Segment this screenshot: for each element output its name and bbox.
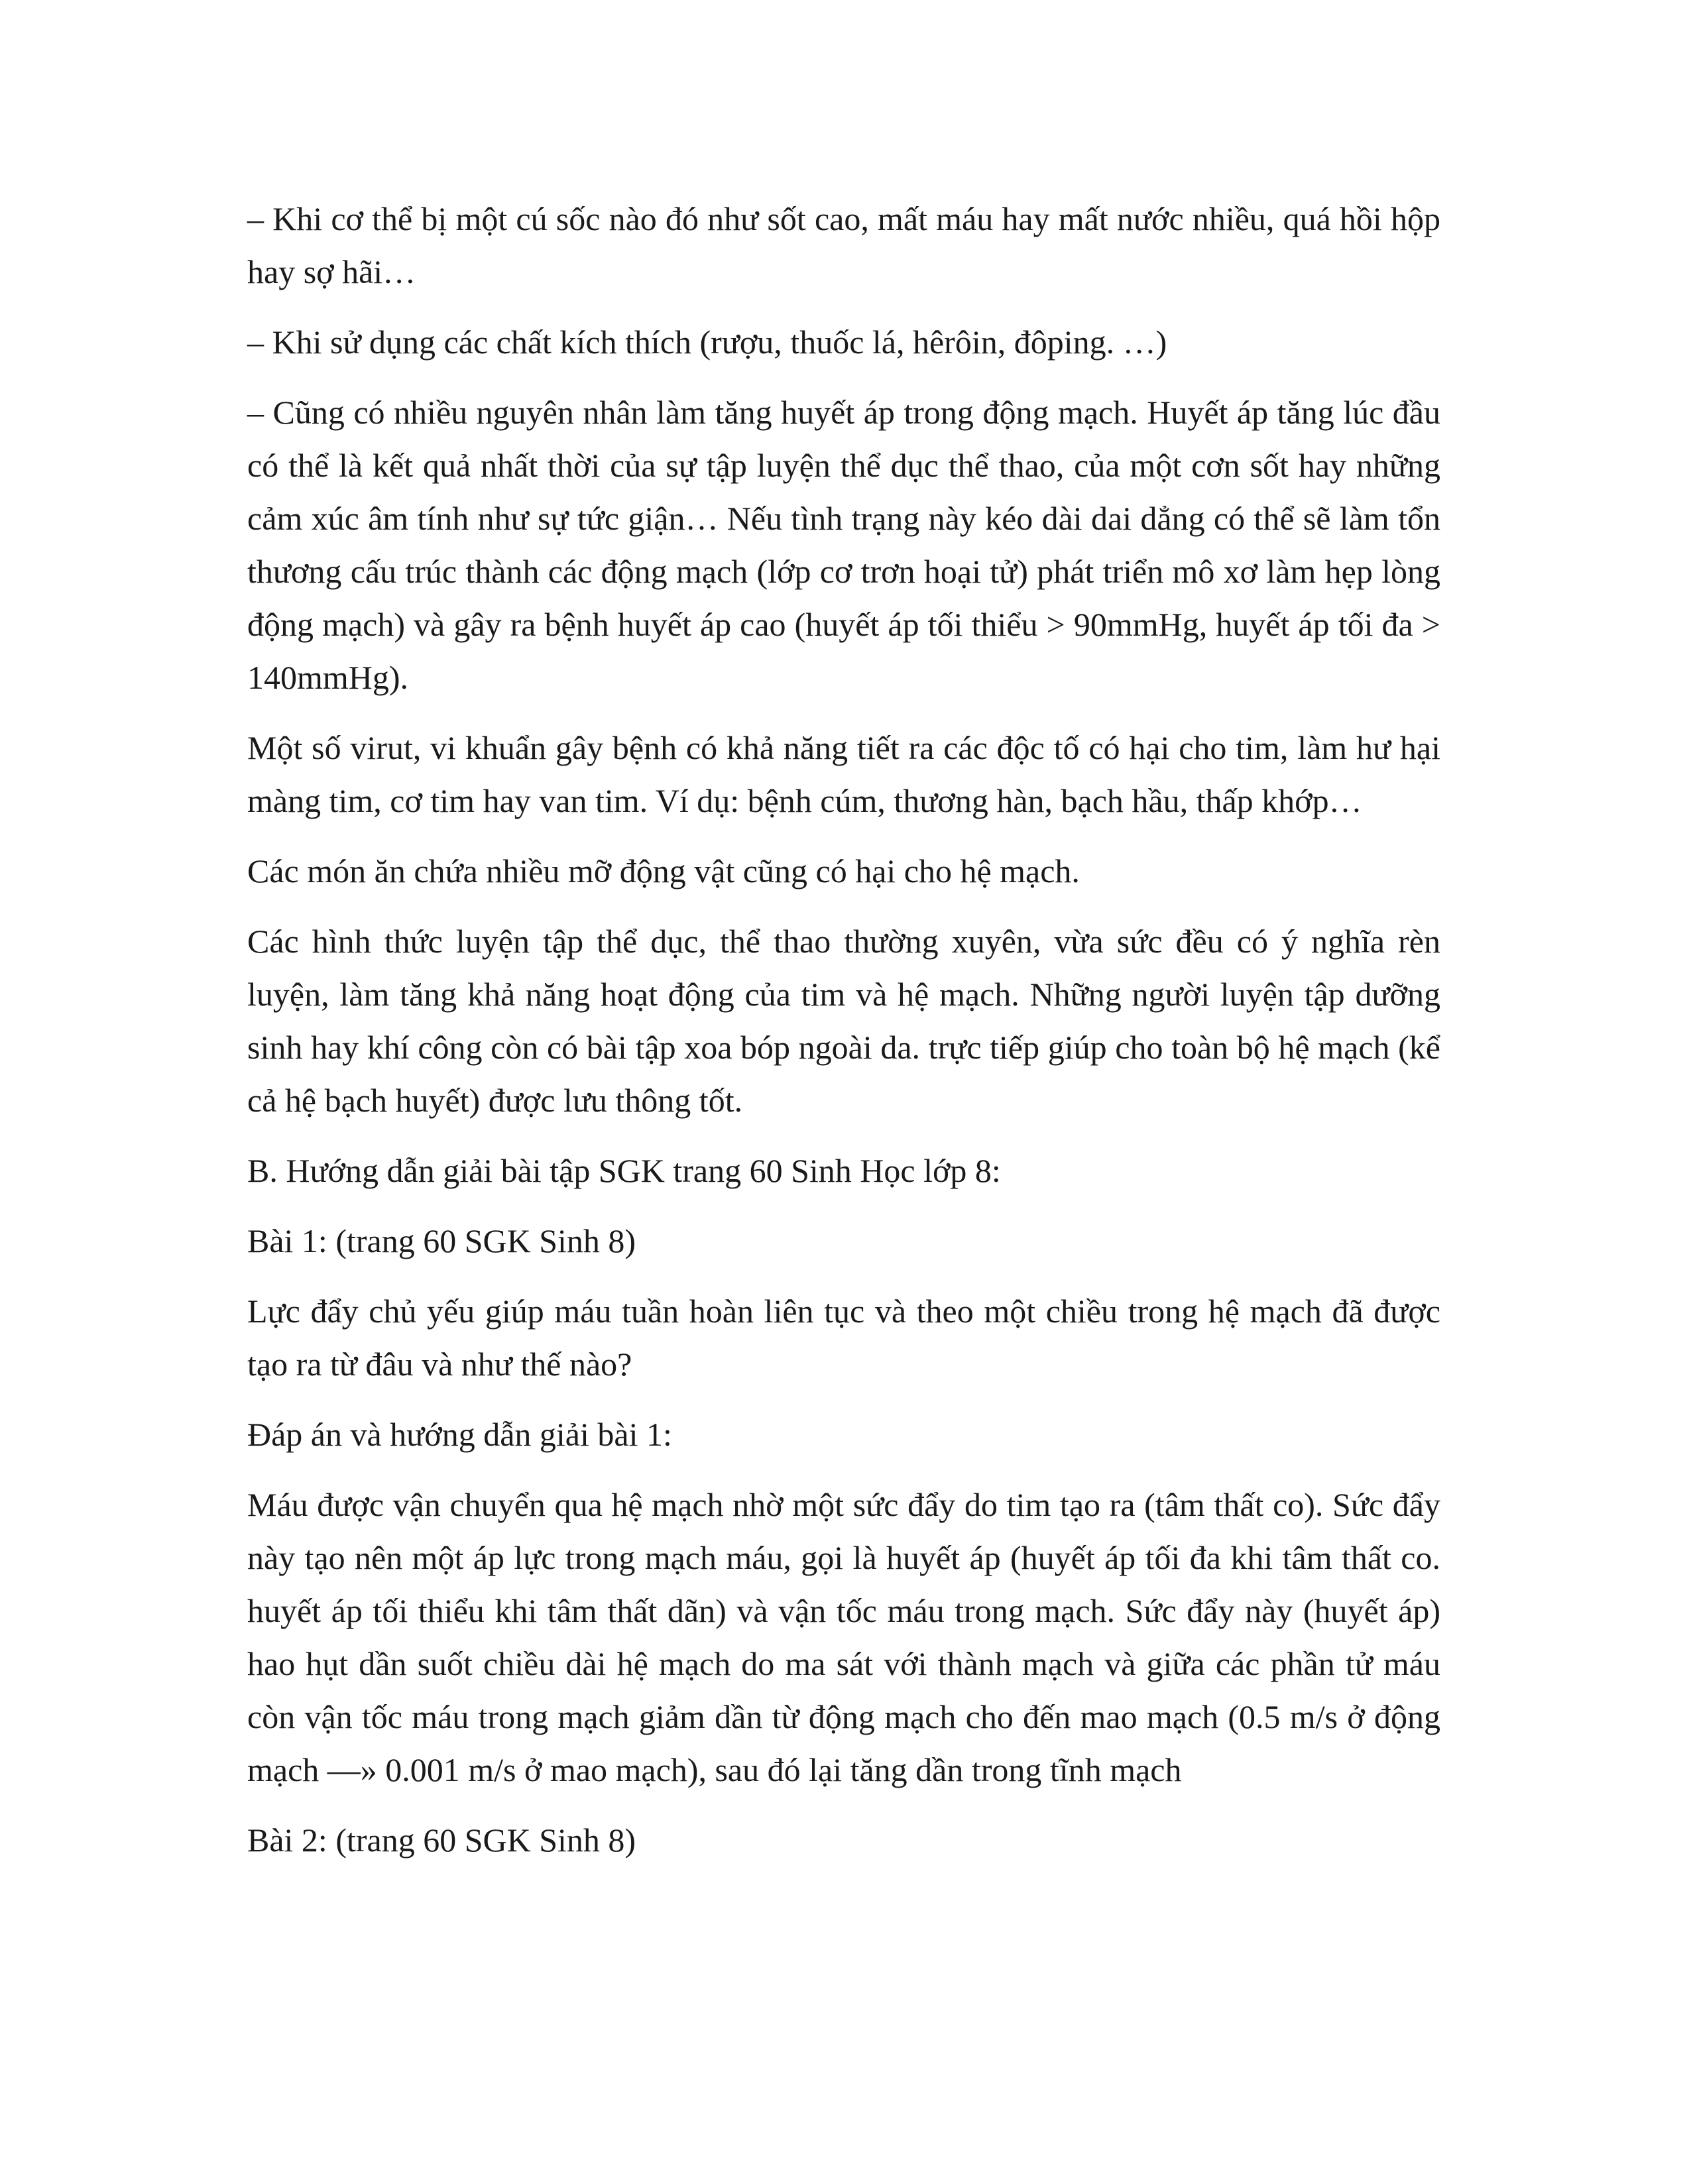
document-page <box>247 192 1440 1884</box>
paragraph-shock-causes: – Khi cơ thể bị một cú sốc nào đó như sốt cao, mất máu hay mất nước nhiều, quá hồi hộp hay sợ hãi… <box>247 200 1440 290</box>
paragraph-exercise: Các hình thức luyện tập thể dục, thể thao thường xuyên, vừa sức đều có ý nghĩa rèn luyện, làm tăng khả năng hoạt động của tim và hệ mạch. Những người luyện tập dưỡng sinh hay khí công còn có bài tập xoa bóp ngoài da. trực tiếp giúp cho toàn bộ hệ mạch (kể cả hệ bạch huyết) được lưu thông tốt. <box>247 923 1440 1119</box>
section-heading-b: B. Hướng dẫn giải bài tập SGK trang 60 Sinh Học lớp 8: <box>247 1152 1001 1189</box>
exercise-1-title: Bài 1: (trang 60 SGK Sinh 8) <box>247 1222 636 1259</box>
paragraph-viruses-bacteria: Một số virut, vi khuẩn gây bệnh có khả năng tiết ra các độc tố có hại cho tim, làm hư hại màng tim, cơ tim hay van tim. Ví dụ: bệnh cúm, thương hàn, bạch hầu, thấp khớp… <box>247 729 1440 819</box>
paragraph-hypertension: – Cũng có nhiều nguyên nhân làm tăng huyết áp trong động mạch. Huyết áp tăng lúc đầu có thể là kết quả nhất thời của sự tập luyện thể dục thể thao, của một cơn sốt hay những cảm xúc âm tính như sự tức giận… Nếu tình trạng này kéo dài dai dẳng có thể sẽ làm tổn thương cấu trúc thành các động mạch (lớp cơ trơn hoại tử) phát triển mô xơ làm hẹp lòng động mạch) và gây ra bệnh huyết áp cao (huyết áp tối thiểu > 90mmHg, huyết áp tối đa > 140mmHg). <box>247 394 1440 696</box>
exercise-1-answer: Máu được vận chuyển qua hệ mạch nhờ một sức đẩy do tim tạo ra (tâm thất co). Sức đẩy này tạo nên một áp lực trong mạch máu, gọi là huyết áp (huyết áp tối đa khi tâm thất co. huyết áp tối thiểu khi tâm thất dãn) và vận tốc máu trong mạch. Sức đẩy này (huyết áp) hao hụt dần suốt chiều dài hệ mạch do ma sát với thành mạch và giữa các phần tử máu còn vận tốc máu trong mạch giảm dần từ động mạch cho đến mao mạch (0.5 m/s ở động mạch —» 0.001 m/s ở mao mạch), sau đó lại tăng dần trong tĩnh mạch <box>247 1486 1440 1788</box>
exercise-2-title: Bài 2: (trang 60 SGK Sinh 8) <box>247 1821 636 1859</box>
paragraph-animal-fat: Các món ăn chứa nhiều mỡ động vật cũng có hại cho hệ mạch. <box>247 852 1080 890</box>
exercise-1-answer-heading: Đáp án và hướng dẫn giải bài 1: <box>247 1416 672 1453</box>
paragraph-stimulants: – Khi sử dụng các chất kích thích (rượu, thuốc lá, hêrôin, đôping. …) <box>247 323 1167 361</box>
exercise-1-question: Lực đẩy chủ yếu giúp máu tuần hoàn liên tục và theo một chiều trong hệ mạch đã được tạo ra từ đâu và như thế nào? <box>247 1293 1440 1383</box>
